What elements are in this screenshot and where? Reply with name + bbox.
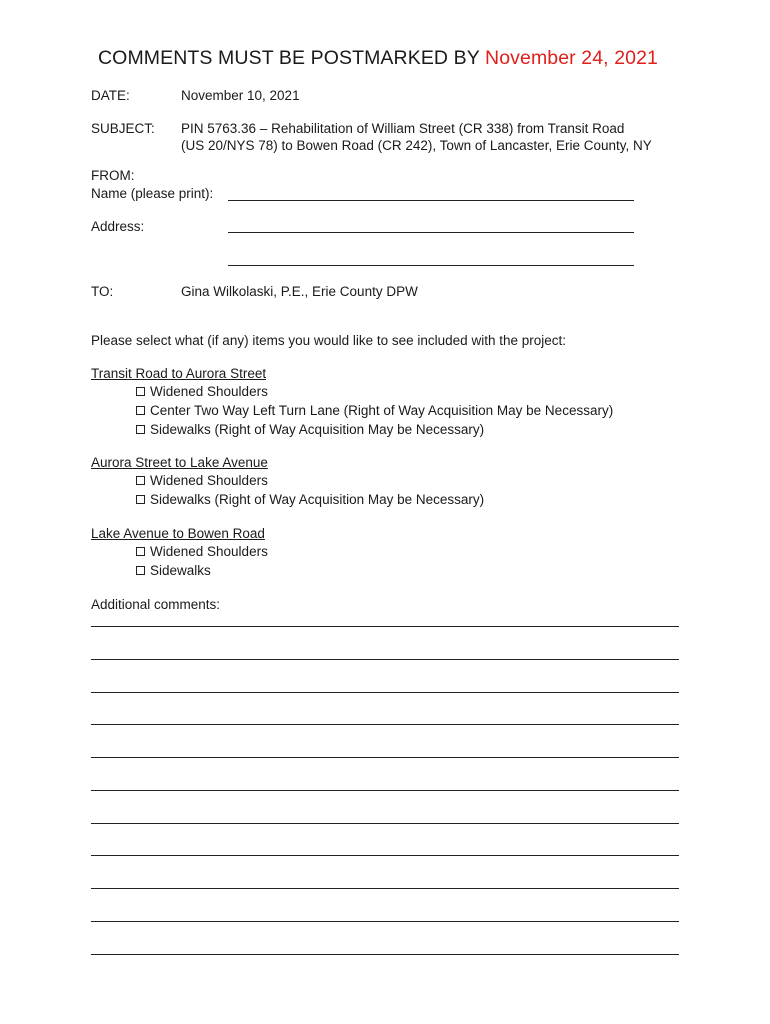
option-label: Widened Shoulders [150,473,268,488]
option-sidewalks[interactable] [136,563,211,578]
comment-line[interactable] [91,823,679,824]
date-label: DATE: [91,88,130,103]
additional-comments-label: Additional comments: [91,597,221,612]
checkbox-icon[interactable] [136,566,145,575]
option-label: Widened Shoulders [150,384,268,399]
option-label: Sidewalks [150,563,211,578]
to-label: TO: [91,284,114,299]
option-label: Widened Shoulders [150,544,268,559]
checkbox-icon[interactable] [136,387,145,396]
to-value: Gina Wilkolaski, P.E., Erie County DPW [181,284,418,299]
checkbox-icon[interactable] [136,406,145,415]
section-heading-aurora-to-lake: Aurora Street to Lake Avenue [91,455,268,470]
option-label: Sidewalks (Right of Way Acquisition May be Necessary) [150,422,485,437]
comment-line[interactable] [91,855,679,856]
comment-line[interactable] [91,921,679,922]
comment-line[interactable] [91,724,679,725]
comment-line[interactable] [91,954,679,955]
checkbox-icon[interactable] [136,425,145,434]
instructions-text: Please select what (if any) items you would like to see included with the project: [91,333,566,348]
name-label: Name (please print): [91,186,214,201]
subject-label: SUBJECT: [91,121,155,136]
option-sidewalks[interactable] [136,422,484,437]
comment-line[interactable] [91,757,679,758]
name-field[interactable] [228,200,634,201]
option-center-turn-lane[interactable] [136,403,613,418]
comment-line[interactable] [91,659,679,660]
checkbox-icon[interactable] [136,495,145,504]
option-label: Center Two Way Left Turn Lane (Right of Way Acquisition May be Necessary) [150,403,614,418]
from-label: FROM: [91,168,135,183]
comment-line[interactable] [91,626,679,627]
option-sidewalks[interactable] [136,492,484,507]
address-field-line-1[interactable] [228,232,634,233]
page-title [98,47,658,70]
checkbox-icon[interactable] [136,547,145,556]
address-label: Address: [91,219,145,234]
option-widened-shoulders[interactable] [136,544,268,559]
option-label: Sidewalks (Right of Way Acquisition May be Necessary) [150,492,485,507]
postmark-deadline: November 24, 2021 [485,47,658,69]
title-prefix: COMMENTS MUST BE POSTMARKED BY [98,47,486,69]
section-heading-transit-to-aurora: Transit Road to Aurora Street [91,366,267,381]
subject-line-1: PIN 5763.36 – Rehabilitation of William Street (CR 338) from Transit Road [181,121,625,136]
option-widened-shoulders[interactable] [136,473,268,488]
comment-line[interactable] [91,790,679,791]
checkbox-icon[interactable] [136,476,145,485]
subject-line-2: (US 20/NYS 78) to Bowen Road (CR 242), Town of Lancaster, Erie County, NY [181,138,652,153]
comment-line[interactable] [91,692,679,693]
date-value: November 10, 2021 [181,88,300,103]
comment-line[interactable] [91,888,679,889]
option-widened-shoulders[interactable] [136,384,268,399]
section-heading-lake-to-bowen: Lake Avenue to Bowen Road [91,526,265,541]
address-field-line-2[interactable] [228,265,634,266]
